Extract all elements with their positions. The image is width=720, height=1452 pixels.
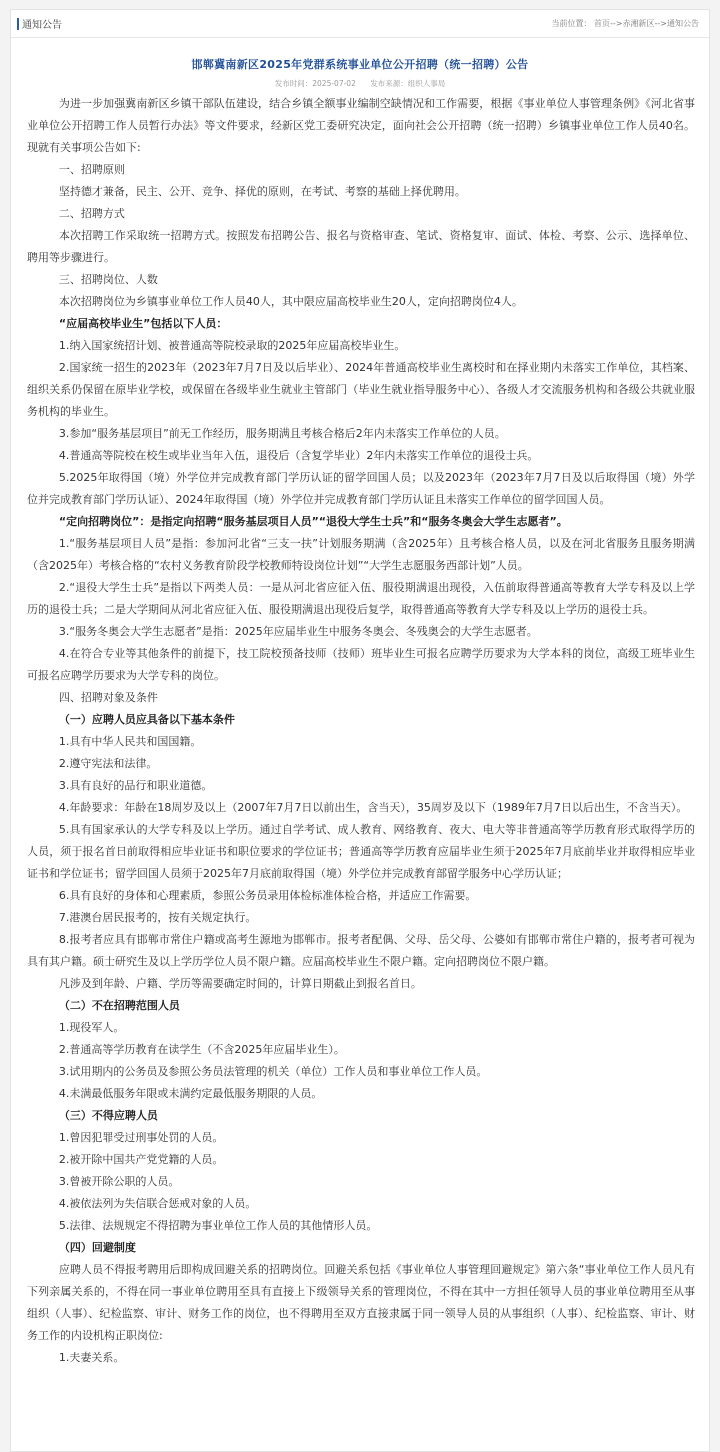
paragraph: 本次招聘岗位为乡镇事业单位工作人员40人，其中限应届高校毕业生20人，定向招聘岗位4人。 [58, 295, 523, 308]
paragraph: 2.普通高等学历教育在读学生（不含2025年应届毕业生）。 [58, 1043, 345, 1056]
section-bar-icon [17, 18, 19, 30]
paragraph: 3.参加“服务基层项目”前无工作经历，服务期满且考核合格后2年内未落实工作单位的人员。 [58, 427, 506, 440]
article-title: 邯郸冀南新区2025年党群系统事业单位公开招聘（统一招聘）公告 [191, 58, 529, 71]
publish-time: 发布时间：2025-07-02 [274, 79, 356, 88]
paragraph: 1.夫妻关系。 [58, 1351, 125, 1364]
paragraph: 7.港澳台居民报考的，按有关规定执行。 [58, 911, 257, 924]
publish-source: 发布来源：组织人事局 [370, 79, 446, 88]
paragraph: 2.“退役大学生士兵”是指以下两类人员：一是从河北省应征入伍、服役期满退出现役，入伍前取得普通高等教育大学专科及以上学历的退役士兵；二是大学期间从河北省应征入伍、服役期满退出现役后复学，取得普通高等教育大学专科及以上学历的退役士兵。 [27, 581, 695, 616]
paragraph: 一、招聘原则 [58, 163, 125, 176]
paragraph: 3.曾被开除公职的人员。 [58, 1175, 180, 1188]
section-heading: （四）回避制度 [58, 1241, 136, 1254]
section-heading: （三）不得应聘人员 [58, 1109, 158, 1122]
paragraph: 应聘人员不得报考聘用后即构成回避关系的招聘岗位。回避关系包括《事业单位人事管理回避规定》第六条“事业单位工作人员凡有下列亲属关系的，不得在同一事业单位聘用至具有直接上下级领导关系的管理岗位，不得在其中一方担任领导人员的事业单位聘用至从事组织（人事）、纪检监察、审计、财务工作的岗位，也不得聘用至双方直接隶属于同一领导人员的从事组织（人事）、纪检监察、审计、财务工作的内设机构正职岗位: [27, 1263, 695, 1342]
notice-card [10, 9, 710, 1452]
paragraph: 凡涉及到年龄、户籍、学历等需要确定时间的，计算日期截止到报名首日。 [58, 977, 422, 990]
paragraph: 为进一步加强冀南新区乡镇干部队伍建设，结合乡镇全额事业编制空缺情况和工作需要，根据《事业单位人事管理条例》《河北省事业单位公开招聘工作人员暂行办法》等文件要求，经新区党工委研究决定，面向社会公开招聘（统一招聘）乡镇事业单位工作人员40名。现就有关事项公告如下: [27, 97, 695, 154]
paragraph: 二、招聘方式 [58, 207, 125, 220]
location-label: 当前位置： [551, 19, 592, 28]
section-label: 通知公告 [22, 20, 62, 31]
paragraph: 3.具有良好的品行和职业道德。 [58, 779, 213, 792]
paragraph: 2.遵守宪法和法律。 [58, 757, 158, 770]
paragraph: 3.试用期内的公务员及参照公务员法管理的机关（单位）工作人员和事业单位工作人员。 [58, 1065, 488, 1078]
paragraph: 5.具有国家承认的大学专科及以上学历。通过自学考试、成人教育、网络教育、夜大、电大等非普通高等学历教育形式取得学历的人员，须于报名首日前取得相应毕业证书和职位要求的学位证书；普通高等学历教育应届毕业生须于2025年7月底前毕业并取得相应毕业证书和学位证书；留学回国人员须于2025年7月底前取得国（境）外学位并完成教育部留学服务中心学历认证； [27, 823, 695, 880]
section-heading: “定向招聘岗位”：是指定向招聘“服务基层项目人员”“退役大学生士兵”和“服务冬奥会大学生志愿者”。 [58, 515, 568, 528]
paragraph: 2.被开除中国共产党党籍的人员。 [58, 1153, 224, 1166]
breadcrumb [552, 18, 700, 29]
paragraph: 3.“服务冬奥会大学生志愿者”是指：2025年应届毕业生中服务冬奥会、冬残奥会的大学生志愿者。 [58, 625, 538, 638]
breadcrumb-links[interactable]: 首页-->赤湘新区-->通知公告 [594, 19, 699, 28]
paragraph: 1.现役军人。 [58, 1021, 125, 1034]
article-meta [11, 78, 709, 89]
paragraph: 1.“服务基层项目人员”是指：参加河北省“三支一扶”计划服务期满（含2025年）且考核合格人员，以及在河北省服务且服务期满（含2025年）考核合格的“农村义务教育阶段学校教师特设岗位计划”“大学生志愿服务西部计划”人员。 [27, 537, 695, 572]
paragraph: 8.报考者应具有邯郸市常住户籍或高考生源地为邯郸市。报考者配偶、父母、岳父母、公婆如有邯郸市常住户籍的，报考者可视为具有其户籍。硕士研究生及以上学历学位人员不限户籍。应届高校毕业生不限户籍。定向招聘岗位不限户籍。 [27, 933, 695, 968]
section-title [17, 16, 62, 31]
paragraph: 4.未满最低服务年限或未满约定最低服务期限的人员。 [58, 1087, 323, 1100]
section-heading: （二）不在招聘范围人员 [58, 999, 180, 1012]
paragraph: 2.国家统一招生的2023年（2023年7月7日及以后毕业）、2024年普通高校毕业生离校时和在择业期内未落实工作单位，其档案、组织关系仍保留在原毕业学校，或保留在各级毕业生就业主管部门（毕业生就业指导服务中心）、各级人才交流服务机构和各级公共就业服务机构的毕业生。 [27, 361, 695, 418]
paragraph: 1.具有中华人民共和国国籍。 [58, 735, 202, 748]
paragraph: 坚持德才兼备，民主、公开、竞争、择优的原则，在考试、考察的基础上择优聘用。 [58, 185, 466, 198]
paragraph: 三、招聘岗位、人数 [58, 273, 158, 286]
paragraph: 4.普通高等院校在校生或毕业当年入伍，退役后（含复学毕业）2年内未落实工作单位的退役士兵。 [58, 449, 539, 462]
section-heading: “应届高校毕业生”包括以下人员： [58, 317, 228, 330]
paragraph: 4.年龄要求：年龄在18周岁及以上（2007年7月7日以前出生，含当天），35周岁及以下（1989年7月7日以后出生，不含当天）。 [58, 801, 688, 814]
paragraph: 4.在符合专业等其他条件的前提下，技工院校预备技师（技师）班毕业生可报名应聘学历要求为大学本科的岗位，高级工班毕业生可报名应聘学历要求为大学专科的岗位。 [27, 647, 695, 682]
paragraph: 1.纳入国家统招计划、被普通高等院校录取的2025年应届高校毕业生。 [58, 339, 406, 352]
paragraph: 5.法律、法规规定不得招聘为事业单位工作人员的其他情形人员。 [58, 1219, 378, 1232]
paragraph: 1.曾因犯罪受过刑事处罚的人员。 [58, 1131, 224, 1144]
paragraph: 四、招聘对象及条件 [58, 691, 158, 704]
section-heading: （一）应聘人员应具备以下基本条件 [58, 713, 235, 726]
paragraph: 本次招聘工作采取统一招聘方式。按照发布招聘公告、报名与资格审查、笔试、资格复审、面试、体检、考察、公示、选择单位、聘用等步骤进行。 [27, 229, 695, 264]
paragraph: 5.2025年取得国（境）外学位并完成教育部门学历认证的留学回国人员；以及2023年（2023年7月7日及以后取得国（境）外学位并完成教育部门学历认证）、2024年取得国（境）外学位并完成教育部门学历认证且未落实工作单位的留学回国人员。 [27, 471, 695, 506]
paragraph: 6.具有良好的身体和心理素质，参照公务员录用体检标准体检合格，并适应工作需要。 [58, 889, 477, 902]
section-header [11, 10, 709, 38]
article-body [11, 89, 709, 1369]
paragraph: 4.被依法列为失信联合惩戒对象的人员。 [58, 1197, 257, 1210]
